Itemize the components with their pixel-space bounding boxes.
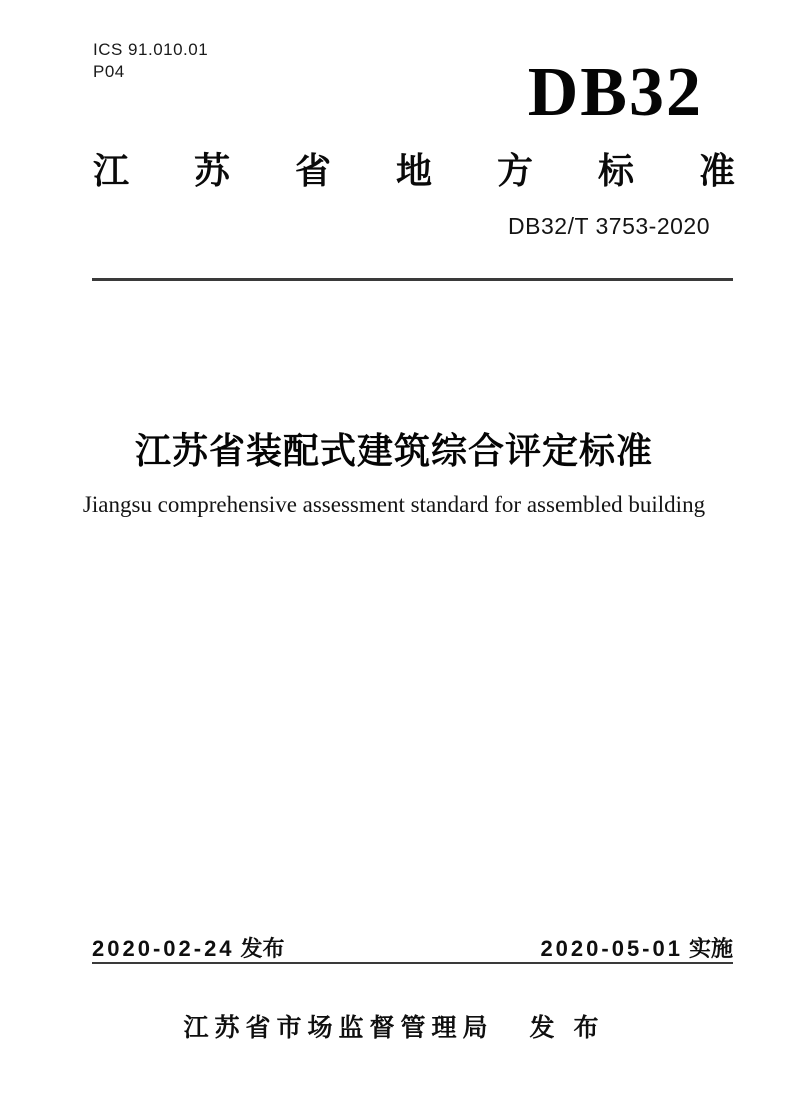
ics-code: ICS 91.010.01 bbox=[93, 40, 209, 59]
header-rule bbox=[92, 278, 733, 281]
dates-row bbox=[92, 932, 733, 963]
issue-date: 2020-02-24 bbox=[92, 936, 235, 961]
standard-number: DB32/T 3753-2020 bbox=[508, 213, 710, 239]
publish-action-label: 发 布 bbox=[529, 1014, 605, 1042]
implement-date: 2020-05-01 bbox=[540, 936, 683, 961]
publisher-name: 江苏省市场监督管理局 bbox=[183, 1014, 494, 1042]
db32-standard-logo: DB32 bbox=[527, 54, 703, 131]
publisher-row bbox=[0, 1008, 788, 1044]
issue-date-group bbox=[92, 932, 285, 963]
footer-rule bbox=[92, 962, 733, 964]
document-title-chinese: 江苏省装配式建筑综合评定标准 bbox=[134, 430, 653, 471]
document-class-code: P04 bbox=[93, 62, 125, 81]
implement-date-group bbox=[540, 932, 733, 963]
document-title-english: Jiangsu comprehensive assessment standard for assembled building bbox=[82, 492, 706, 517]
standard-category-heading: 江 苏 省 地 方 标 准 bbox=[93, 150, 735, 191]
implement-label: 实施 bbox=[688, 936, 733, 961]
issue-label: 发布 bbox=[240, 936, 285, 961]
